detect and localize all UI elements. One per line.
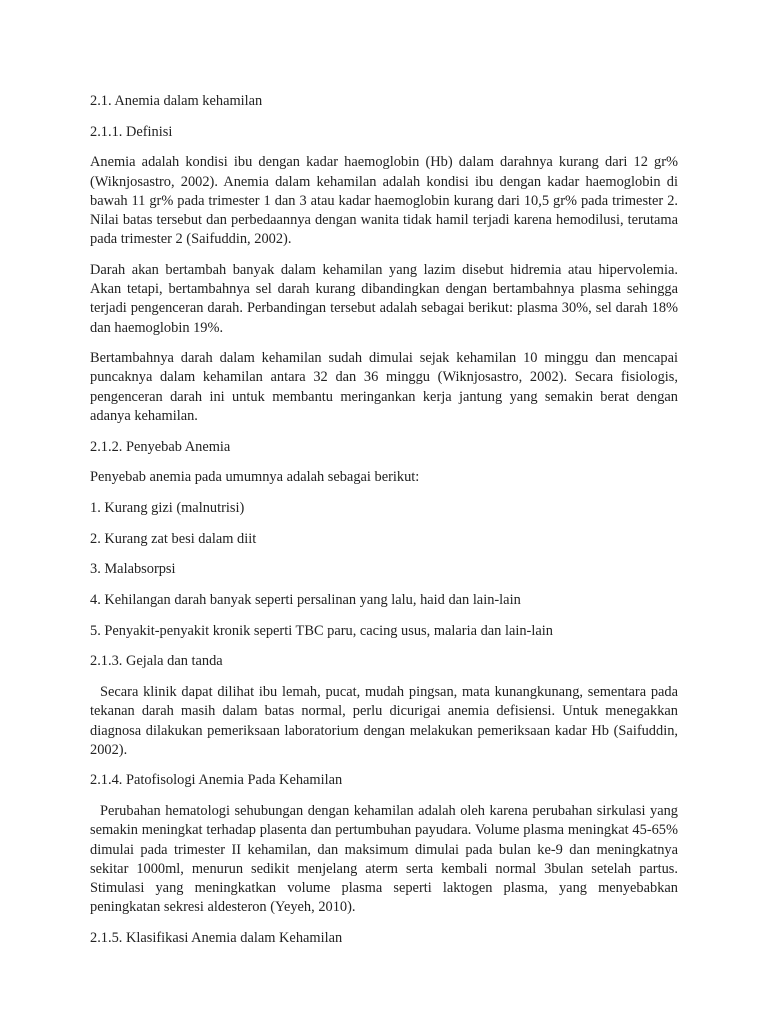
patofisiologi-paragraph <box>90 802 678 917</box>
gejala-paragraph-text: Secara klinik dapat dilihat ibu lemah, pucat, mudah pingsan, mata kunangkunang, sementara pada tekanan darah masih dalam batas normal, perlu dicurigai anemia defisiensi. Untuk menegakkan diagnosa dilakukan pemeriksaan laboratorium dengan melakukan pemeriksaan kadar Hb (Saifuddin, 2002). <box>90 684 678 758</box>
penyebab-heading: 2.1.2. Penyebab Anemia <box>90 438 231 455</box>
definisi-paragraph-2: Darah akan bertambah banyak dalam kehamilan yang lazim disebut hidremia atau hipervolemia. Akan tetapi, bertambahnya sel darah kurang dibandingkan dengan bertambahnya plasma sehingga terjadi pengenceran darah. Perbandingan tersebut adalah sebagai berikut: plasma 30%, sel darah 18% dan haemoglobin 19%. <box>90 261 678 336</box>
penyebab-item-5: 5. Penyakit-penyakit kronik seperti TBC paru, cacing usus, malaria dan lain-lain <box>90 622 553 639</box>
definisi-paragraph-3: Bertambahnya darah dalam kehamilan sudah dimulai sejak kehamilan 10 minggu dan mencapai puncaknya dalam kehamilan antara 32 dan 36 minggu (Wiknjosastro, 2002). Secara fisiologis, pengenceran darah ini untuk membantu meringankan kerja jantung yang semakin berat dengan adanya kehamilan. <box>90 350 678 424</box>
penyebab-item-1: 1. Kurang gizi (malnutrisi) <box>90 499 245 516</box>
definisi-paragraph-1: Anemia adalah kondisi ibu dengan kadar haemoglobin (Hb) dalam darahnya kurang dari 12 gr% (Wiknjosastro, 2002). Anemia dalam kehamilan adalah kondisi ibu dengan kadar haemoglobin di bawah 11 gr% pada trimester 1 dan 3 atau kadar haemoglobin kurang dari 10,5 gr% pada trimester 2. Nilai batas tersebut dan perbedaannya dengan wanita tidak hamil terjadi karena hemodilusi, terutama pada trimester 2 (Saifuddin, 2002). <box>90 154 678 248</box>
penyebab-item-3: 3. Malabsorpsi <box>90 561 176 578</box>
gejala-paragraph <box>90 683 678 760</box>
document-page <box>90 92 678 960</box>
patofisiologi-paragraph-text: Perubahan hematologi sehubungan dengan kehamilan adalah oleh karena perubahan sirkulasi yang semakin meningkat terhadap plasenta dan pertumbuhan payudara. Volume plasma meningkat 45-65% dimulai pada trimester II kehamilan, dan maksimum dimulai pada bulan ke-9 dan meningkatnya sekitar 1000ml, menurun sedikit menjelang aterm serta kembali normal 3bulan setelah partus. Stimulasi yang meningkatkan volume plasma seperti laktogen plasma, yang menyebabkan peningkatan sekresi aldesteron (Yeyeh, 2010). <box>90 803 678 916</box>
patofisiologi-heading: 2.1.4. Patofisologi Anemia Pada Kehamilan <box>90 772 343 789</box>
gejala-heading: 2.1.3. Gejala dan tanda <box>90 653 223 670</box>
penyebab-intro: Penyebab anemia pada umumnya adalah sebagai berikut: <box>90 469 420 486</box>
klasifikasi-heading: 2.1.5. Klasifikasi Anemia dalam Kehamilan <box>90 929 343 946</box>
penyebab-item-2: 2. Kurang zat besi dalam diit <box>90 530 257 547</box>
penyebab-item-4: 4. Kehilangan darah banyak seperti persalinan yang lalu, haid dan lain-lain <box>90 592 521 609</box>
section-title: 2.1. Anemia dalam kehamilan <box>90 93 263 109</box>
definisi-heading: 2.1.1. Definisi <box>90 123 173 140</box>
